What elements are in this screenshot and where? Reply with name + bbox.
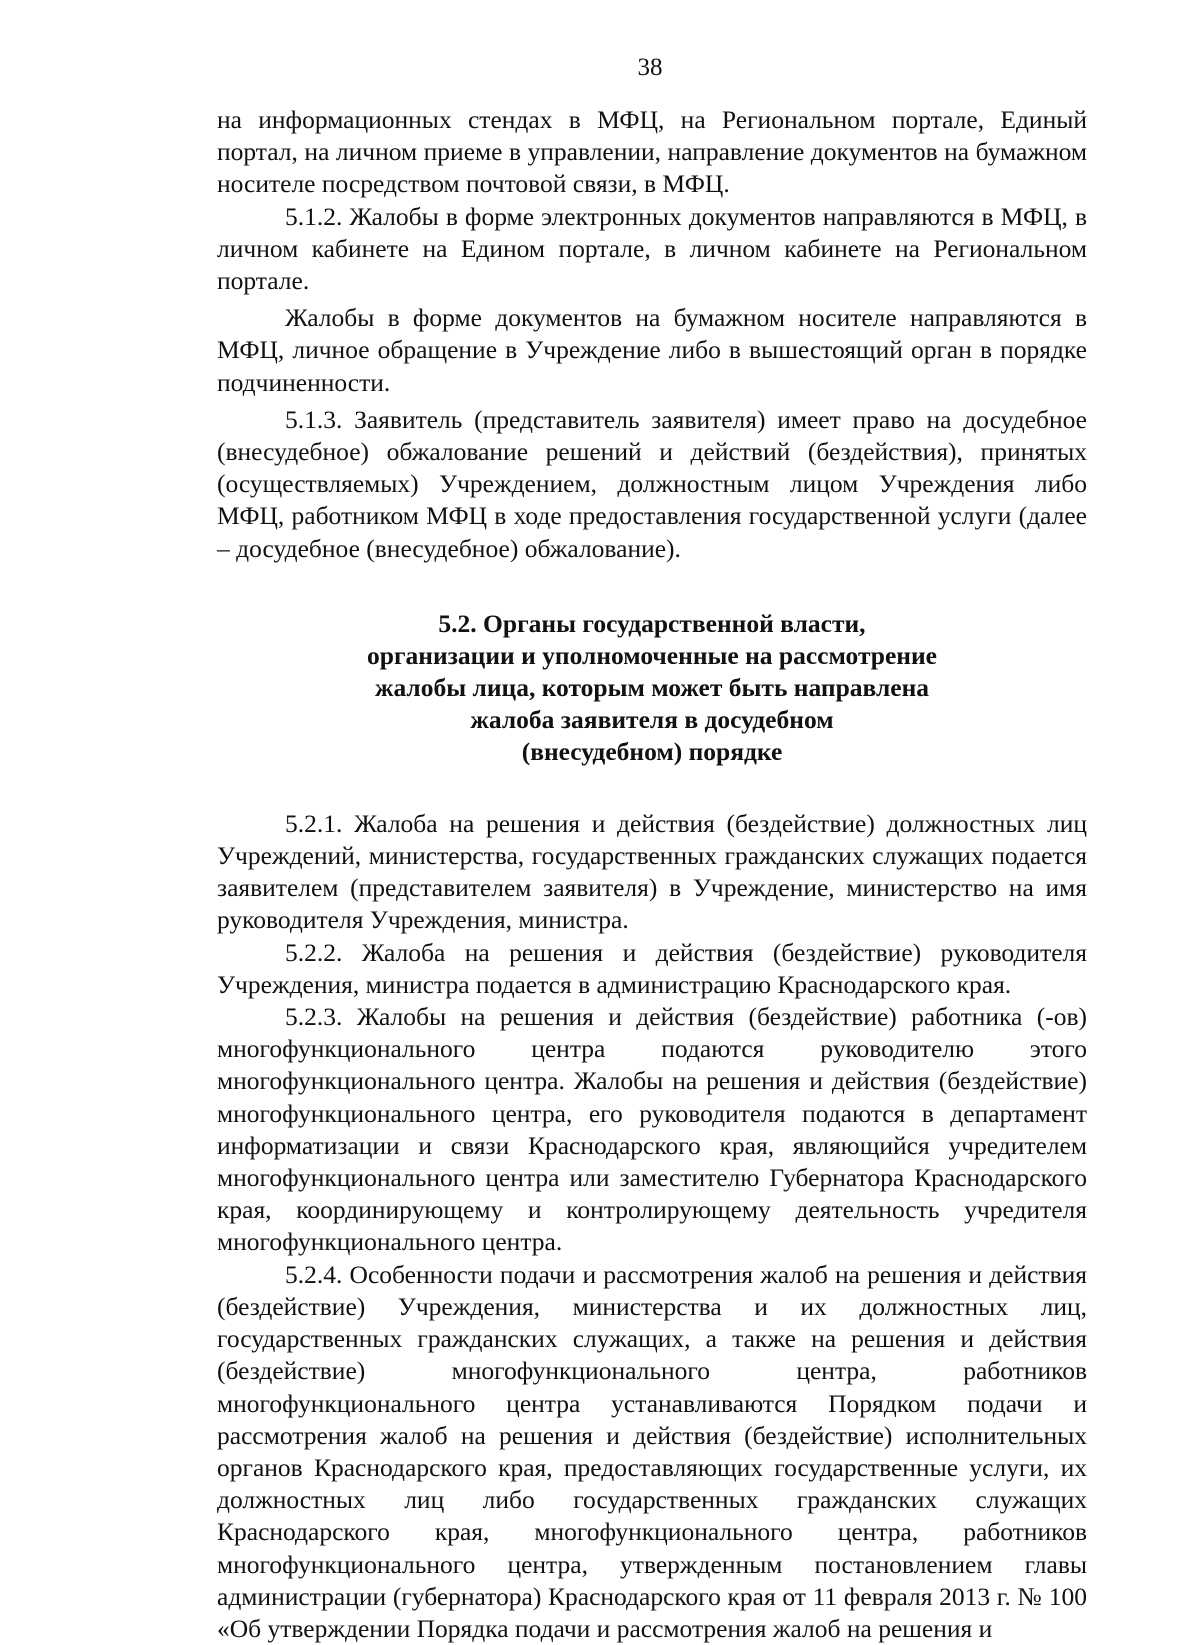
section-heading-5-2 xyxy=(217,608,1087,768)
heading-line: 5.2. Органы государственной власти, xyxy=(438,608,866,638)
heading-line: организации и уполномоченные на рассмотрение xyxy=(367,640,937,670)
paragraph-5-1-3: 5.1.3. Заявитель (представитель заявителя) имеет право на досудебное (внесудебное) обжалование решений и действий (бездействия), принятых (осуществляемых) Учреждением, должностным лицом Учреждения либо МФЦ, работником МФЦ в ходе предоставления государственной услуги (далее – досудебное (внесудебное) обжалование). xyxy=(217,404,1087,563)
document-body xyxy=(217,104,1087,1645)
heading-line: (внесудебном) порядке xyxy=(521,736,783,766)
paragraph-5-2-2: 5.2.2. Жалоба на решения и действия (бездействие) руководителя Учреждения, министра подается в администрацию Краснодарского края. xyxy=(217,937,1087,999)
paragraph-5-2-3: 5.2.3. Жалобы на решения и действия (бездействие) работника (-ов) многофункционального центра подаются руководителю этого многофункционального центра. Жалобы на решения и действия (бездействие) многофункционального центра, его руководителя подаются в департамент информатизации и связи Краснодарского края, являющийся учредителем многофункционального центра или заместителю Губернатора Краснодарского края, координирующему и контролирующему деятельность учредителя многофункционального центра. xyxy=(217,1002,1087,1257)
paragraph-5-2-4: 5.2.4. Особенности подачи и рассмотрения жалоб на решения и действия (бездействие) Учреждения, министерства и их должностных лиц, государственных гражданских служащих, а также на решения и действия (бездействие) многофункционального центра, работников многофункционального центра устанавливаются Порядком подачи и рассмотрения жалоб на решения и действия (бездействие) исполнительных органов Краснодарского края, предоставляющих государственные услуги, их должностных лиц либо государственных гражданских служащих Краснодарского края, многофункционального центра, работников многофункционального центра, утвержденным постановлением главы администрации (губернатора) Краснодарского края от 11 февраля 2013 г. № 100 «Об утверждении Порядка подачи и рассмотрения жалоб на решения и xyxy=(217,1259,1087,1643)
heading-line: жалоба заявителя в досудебном xyxy=(470,704,834,734)
paragraph-5-2-1: 5.2.1. Жалоба на решения и действия (бездействие) должностных лиц Учреждений, министерства, государственных гражданских служащих подается заявителем (представителем заявителя) в Учреждение, министерство на имя руководителя Учреждения, министра. xyxy=(217,808,1087,935)
paragraph-paper-complaints: Жалобы в форме документов на бумажном носителе направляются в МФЦ, личное обращение в Учреждение либо в вышестоящий орган в порядке подчиненности. xyxy=(217,303,1087,397)
paragraph-5-1-2: 5.1.2. Жалобы в форме электронных документов направляются в МФЦ, в личном кабинете на Едином портале, в личном кабинете на Региональном портале. xyxy=(217,201,1087,296)
page-number: 38 xyxy=(637,54,663,81)
heading-line: жалобы лица, которым может быть направлена xyxy=(374,672,930,702)
paragraph-continuation: на информационных стендах в МФЦ, на Региональном портале, Единый портал, на личном приеме в управлении, направление документов на бумажном носителе посредством почтовой связи, в МФЦ. xyxy=(217,105,1087,199)
